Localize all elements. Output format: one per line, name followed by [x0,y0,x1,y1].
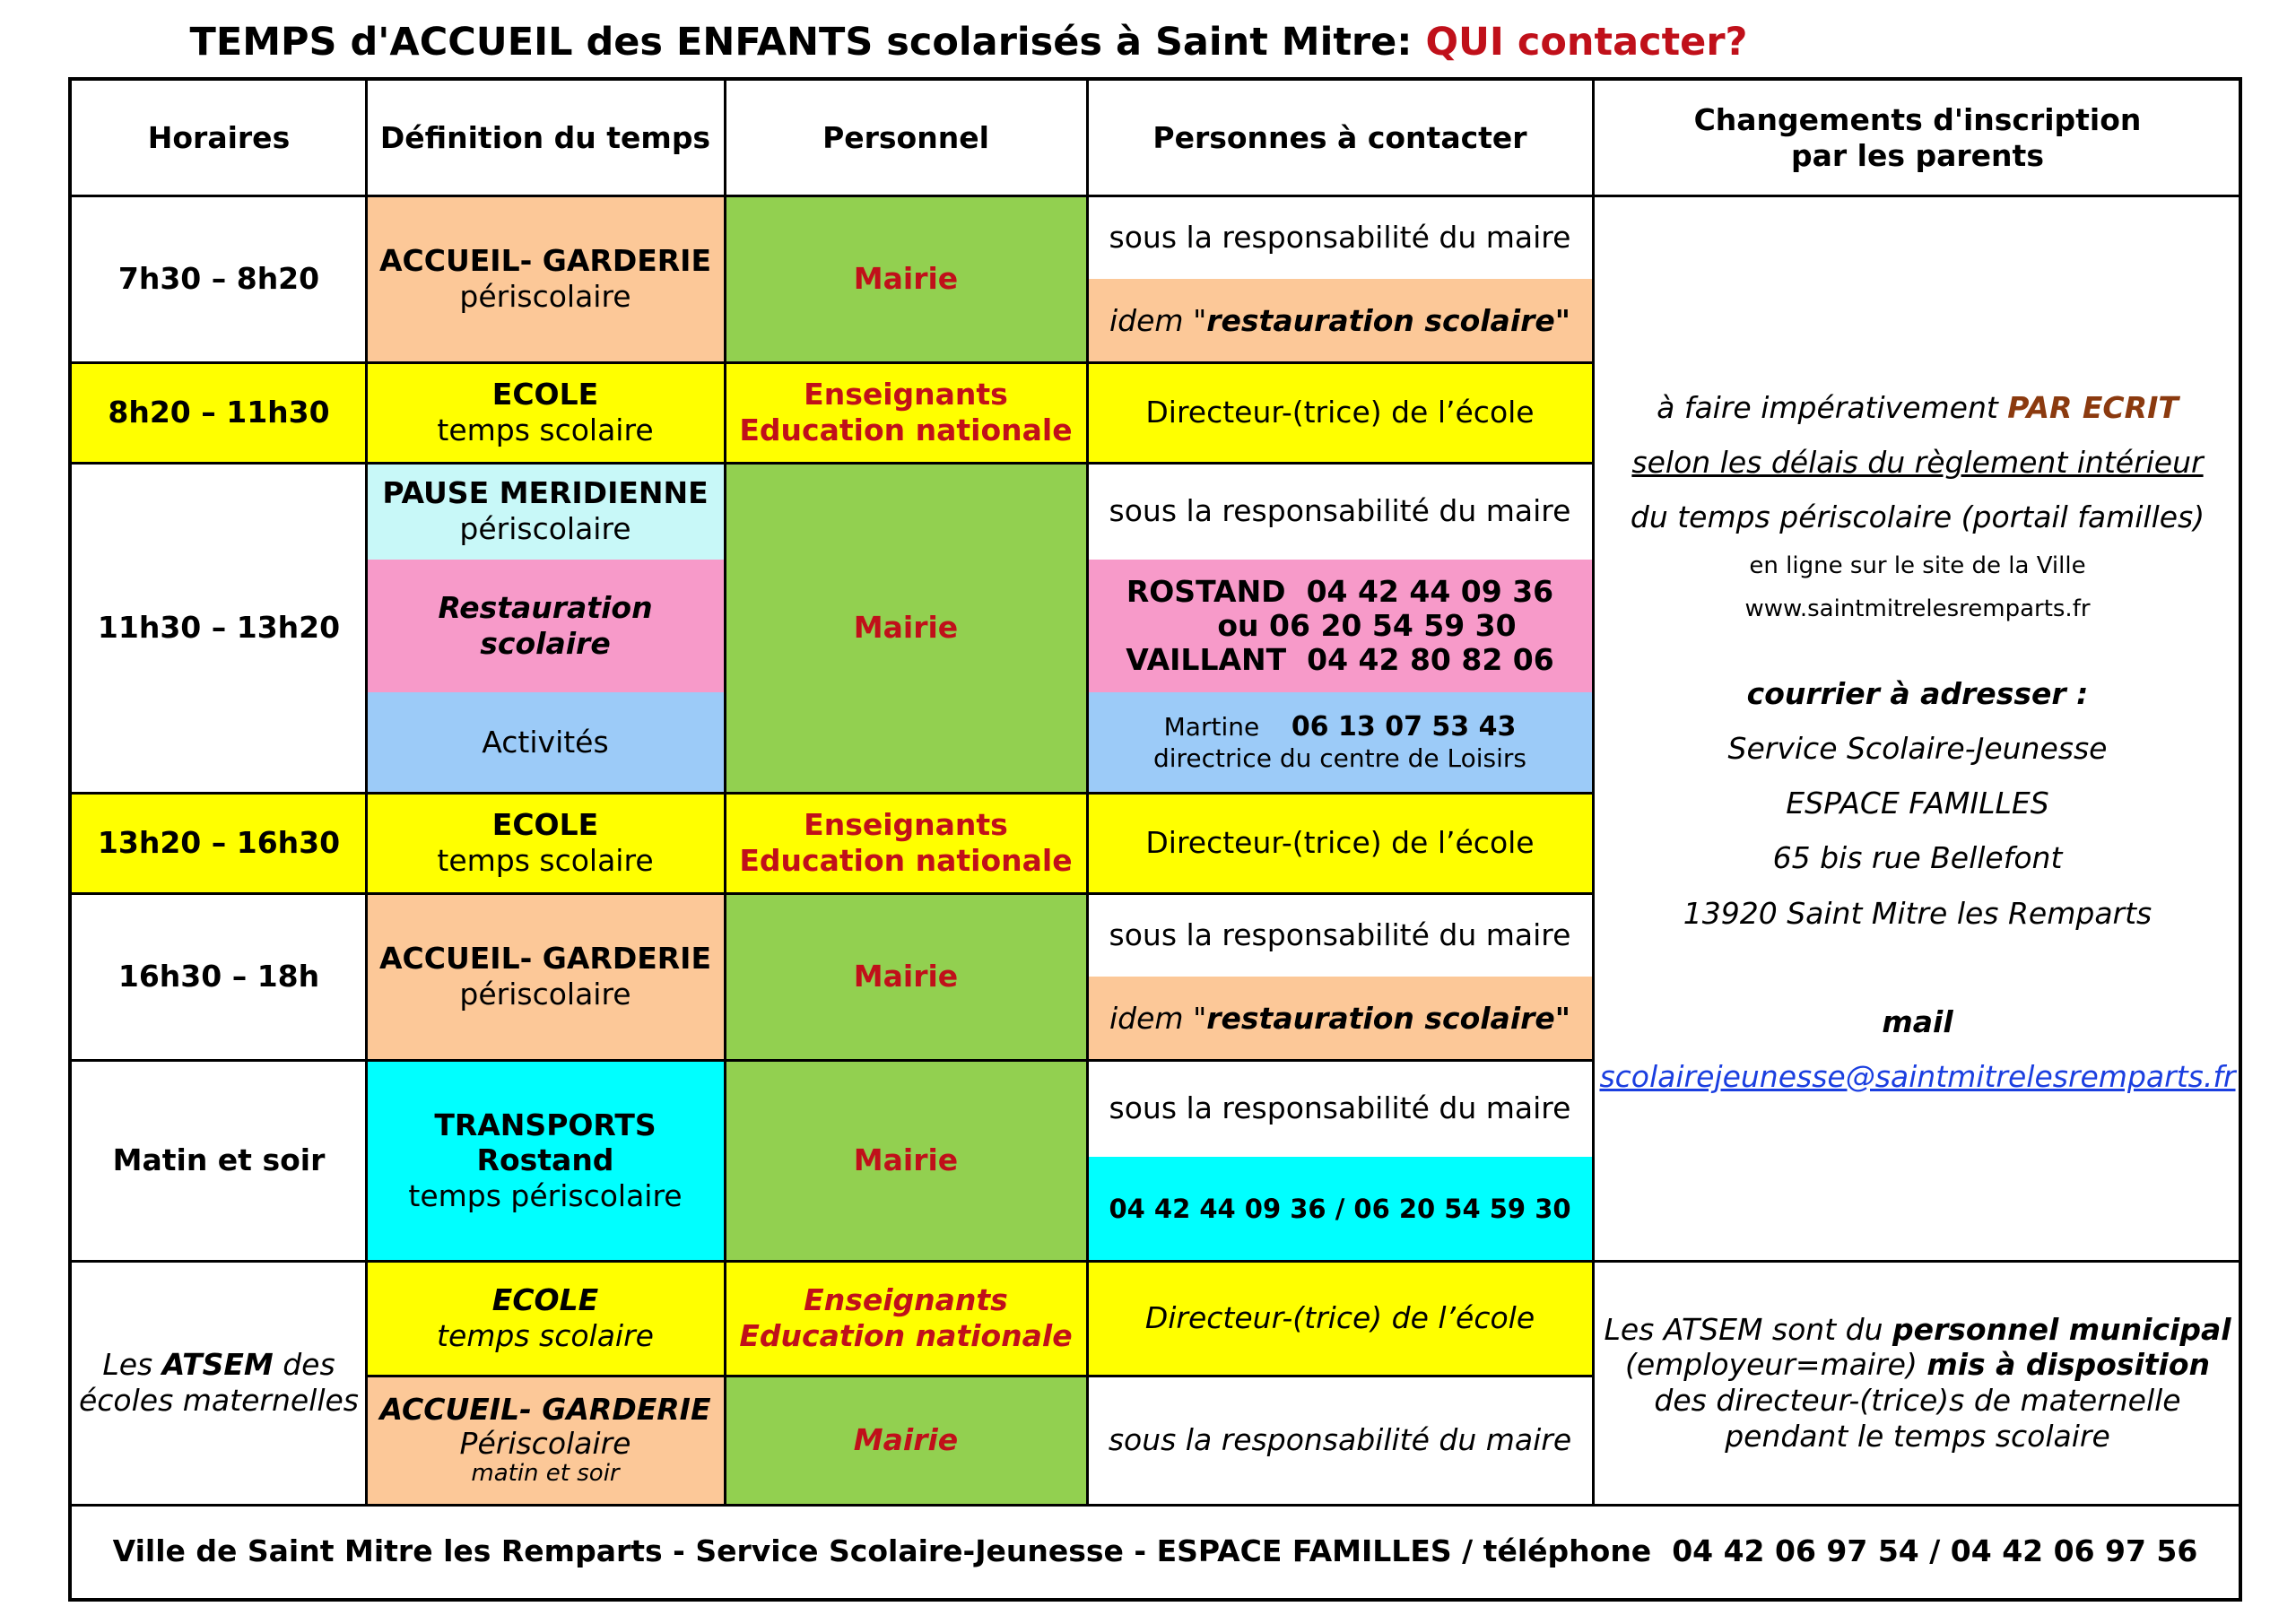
personnel-mairie-1: Mairie [725,195,1087,362]
address-line-1: Service Scolaire-Jeunesse [1727,731,2108,767]
time-row-atsem: Les ATSEM des écoles maternelles [78,1347,360,1418]
time-row-1: 7h30 – 8h20 [117,261,320,297]
contact-maire-3: sous la responsabilité du maire [1109,916,1571,952]
header-changes: Changements d'inscription par les parents [1693,102,2142,173]
def-accueil-garderie-2: ACCUEIL- GARDERIE périscolaire [366,893,725,1060]
personnel-enseignants-1: Enseignants Education nationale [725,362,1087,463]
time-row-2: 8h20 – 11h30 [72,362,366,463]
changes-line-3: du temps périscolaire (portail familles) [1630,499,2205,535]
footer [72,1505,2239,1598]
courrier-label: courrier à adresser : [1746,676,2089,712]
contact-directeur-1: Directeur-(trice) de l’école [1087,362,1593,463]
time-row-6: Matin et soir [112,1142,326,1178]
divider [72,792,1593,795]
personnel-mairie-atsem: Mairie [725,1376,1087,1505]
personnel-mairie-3: Mairie [725,893,1087,1060]
footer-text: Ville de Saint Mitre les Remparts - Service Scolaire-Jeunesse - ESPACE FAMILLES / téléphone [112,1533,1652,1569]
title-main: TEMPS d'ACCUEIL des ENFANTS scolarisés à Saint Mitre: [189,20,1413,65]
personnel-enseignants-2: Enseignants Education nationale [725,793,1087,893]
time-row-3: 11h30 – 13h20 [97,610,341,646]
def-activites: Activités [366,692,725,793]
def-ecole-atsem: ECOLE temps scolaire [366,1261,725,1376]
contact-restaurants: ROSTAND 04 42 44 09 36 ou 06 20 54 59 30 VAILLANT 04 42 80 82 06 [1087,560,1593,692]
header-horaires: Horaires [147,120,291,156]
atsem-note: Les ATSEM sont du personnel municipal (employeur=maire) mis à disposition des directeur-(trice)s de maternelle pendant le temps scolaire [1604,1311,2231,1454]
time-row-4: 13h20 – 16h30 [72,793,366,893]
header-personnel: Personnel [822,120,989,156]
mail-link[interactable]: scolairejeunesse@saintmitrelesremparts.fr [1599,1058,2236,1094]
address-line-2: ESPACE FAMILLES [1786,786,2049,821]
def-accueil-garderie-atsem: ACCUEIL- GARDERIE Périscolaire matin et soir [366,1376,725,1505]
changes-website: www.saintmitrelesremparts.fr [1744,595,2091,623]
divider [72,195,2242,197]
address-line-4: 13920 Saint Mitre les Remparts [1683,895,2152,931]
def-ecole-1: ECOLE temps scolaire [366,362,725,463]
divider [72,892,1593,895]
divider [72,1260,2242,1263]
divider [724,81,726,1505]
schedule-table [68,77,2242,1602]
divider [72,361,1593,364]
personnel-enseignants-atsem: Enseignants Education nationale [725,1261,1087,1376]
mail-label: mail [1882,1003,1953,1039]
footer-phones: 04 42 06 97 54 / 04 42 06 97 56 [1672,1533,2198,1569]
personnel-mairie-2: Mairie [725,463,1087,793]
contact-maire-4: sous la responsabilité du maire [1109,1090,1571,1126]
contact-directeur-2: Directeur-(trice) de l’école [1087,793,1593,893]
def-transports: TRANSPORTS Rostand temps périscolaire [366,1060,725,1261]
divider [1592,81,1595,1505]
divider [365,81,368,1505]
title-highlight: QUI contacter? [1425,20,1748,65]
contact-transports-phones: 04 42 44 09 36 / 06 20 54 59 30 [1087,1157,1593,1261]
changes-line-4: en ligne sur le site de la Ville [1749,552,2086,580]
contact-maire-1: sous la responsabilité du maire [1109,219,1571,255]
contact-idem-resto-2: idem "restauration scolaire" [1087,977,1593,1060]
address-line-3: 65 bis rue Bellefont [1772,840,2063,876]
contact-maire-2: sous la responsabilité du maire [1109,493,1571,529]
contact-directeur-atsem: Directeur-(trice) de l’école [1087,1261,1593,1376]
divider [72,1059,1593,1062]
divider [366,1375,1593,1377]
contact-martine: Martine 06 13 07 53 43 directrice du centre de Loisirs [1087,692,1593,793]
changes-line-2: selon les délais du règlement intérieur [1631,445,2204,481]
divider [72,462,1593,465]
changes-line-1: à faire impérativement PAR ECRIT [1657,390,2179,425]
time-row-5: 16h30 – 18h [117,959,320,994]
contact-idem-resto-1: idem "restauration scolaire" [1087,279,1593,362]
def-ecole-2: ECOLE temps scolaire [366,793,725,893]
header-contacts: Personnes à contacter [1152,120,1527,156]
divider [1086,81,1089,1505]
contact-maire-atsem: sous la responsabilité du maire [1108,1422,1572,1458]
header-definition: Définition du temps [379,120,711,156]
def-pause-meridienne: PAUSE MERIDIENNE périscolaire [366,463,725,560]
def-restauration-scolaire: Restauration scolaire [366,560,725,692]
changes-panel [1593,195,2242,1261]
page-title [0,20,1937,65]
personnel-mairie-4: Mairie [725,1060,1087,1261]
divider [72,1504,2242,1507]
def-accueil-garderie-1: ACCUEIL- GARDERIE périscolaire [366,195,725,362]
